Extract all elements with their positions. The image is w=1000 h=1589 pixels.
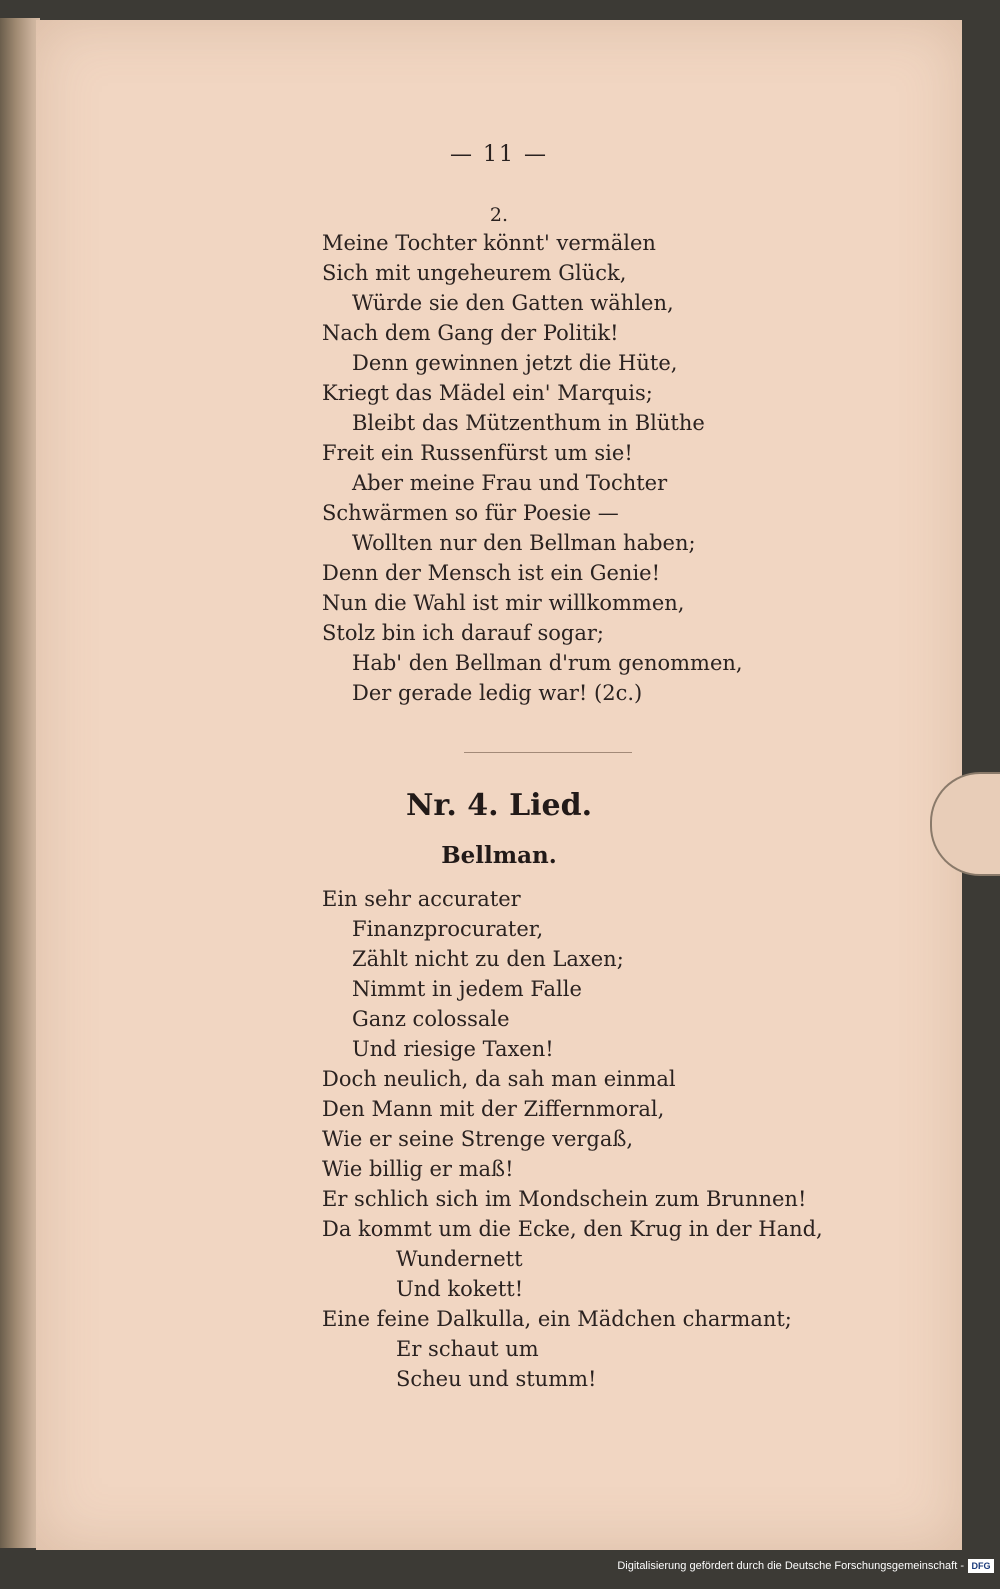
stanza-number: 2.	[489, 204, 509, 226]
verse-line: Ein sehr accurater	[322, 887, 521, 911]
verse-line: Hab' den Bellman d'rum genommen,	[352, 651, 743, 675]
verse-line: Scheu und stumm!	[396, 1367, 597, 1391]
verse-line: Der gerade ledig war! (2c.)	[352, 681, 643, 705]
verse-line: Da kommt um die Ecke, den Krug in der Hand,	[322, 1217, 823, 1241]
verse-line: Den Mann mit der Ziffernmoral,	[322, 1097, 665, 1121]
verse-line: Nimmt in jedem Falle	[352, 977, 582, 1001]
verse-line: Würde sie den Gatten wählen,	[352, 291, 674, 315]
verse-line: Sich mit ungeheurem Glück,	[322, 261, 627, 285]
verse-line: Wollten nur den Bellman haben;	[352, 531, 696, 555]
verse-line: Und riesige Taxen!	[352, 1037, 554, 1061]
verse-line: Meine Tochter könnt' vermälen	[322, 231, 656, 255]
song-verse	[322, 884, 823, 1394]
verse-line: Er schlich sich im Mondschein zum Brunnen!	[322, 1187, 807, 1211]
verse-line: Nach dem Gang der Politik!	[322, 321, 619, 345]
verse-line: Wie er seine Strenge vergaß,	[322, 1127, 634, 1151]
song-title: Bellman.	[441, 842, 557, 869]
verse-line: Er schaut um	[396, 1337, 539, 1361]
verse-line: Denn der Mensch ist ein Genie!	[322, 561, 661, 585]
section-divider	[464, 752, 632, 753]
verse-line: Doch neulich, da sah man einmal	[322, 1067, 676, 1091]
verse-line: Schwärmen so für Poesie —	[322, 501, 619, 525]
verse-line: Und kokett!	[396, 1277, 524, 1301]
verse-line: Stolz bin ich darauf sogar;	[322, 621, 604, 645]
verse-line: Freit ein Russenfürst um sie!	[322, 441, 633, 465]
verse-line: Aber meine Frau und Tochter	[352, 471, 668, 495]
verse-line: Kriegt das Mädel ein' Marquis;	[322, 381, 653, 405]
verse-line: Denn gewinnen jetzt die Hüte,	[352, 351, 678, 375]
verse-line: Nun die Wahl ist mir willkommen,	[322, 591, 685, 615]
verse-line: Ganz colossale	[352, 1007, 510, 1031]
verse-line: Finanzprocurater,	[352, 917, 544, 941]
verse-line: Zählt nicht zu den Laxen;	[352, 947, 624, 971]
page-number: — 11 —	[450, 142, 548, 167]
book-spine	[0, 18, 40, 1548]
digitization-credit: Digitalisierung gefördert durch die Deutsche Forschungsgemeinschaft -	[617, 1560, 964, 1572]
book-page	[36, 20, 962, 1550]
verse-line: Wundernett	[396, 1247, 523, 1271]
dfg-logo: DFG	[968, 1559, 994, 1573]
verse-line: Eine feine Dalkulla, ein Mädchen charmant;	[322, 1307, 792, 1331]
verse-line: Wie billig er maß!	[322, 1157, 514, 1181]
stanza-verse	[322, 228, 743, 708]
verse-line: Bleibt das Mützenthum in Blüthe	[352, 411, 705, 435]
song-heading: Nr. 4. Lied.	[405, 788, 593, 823]
